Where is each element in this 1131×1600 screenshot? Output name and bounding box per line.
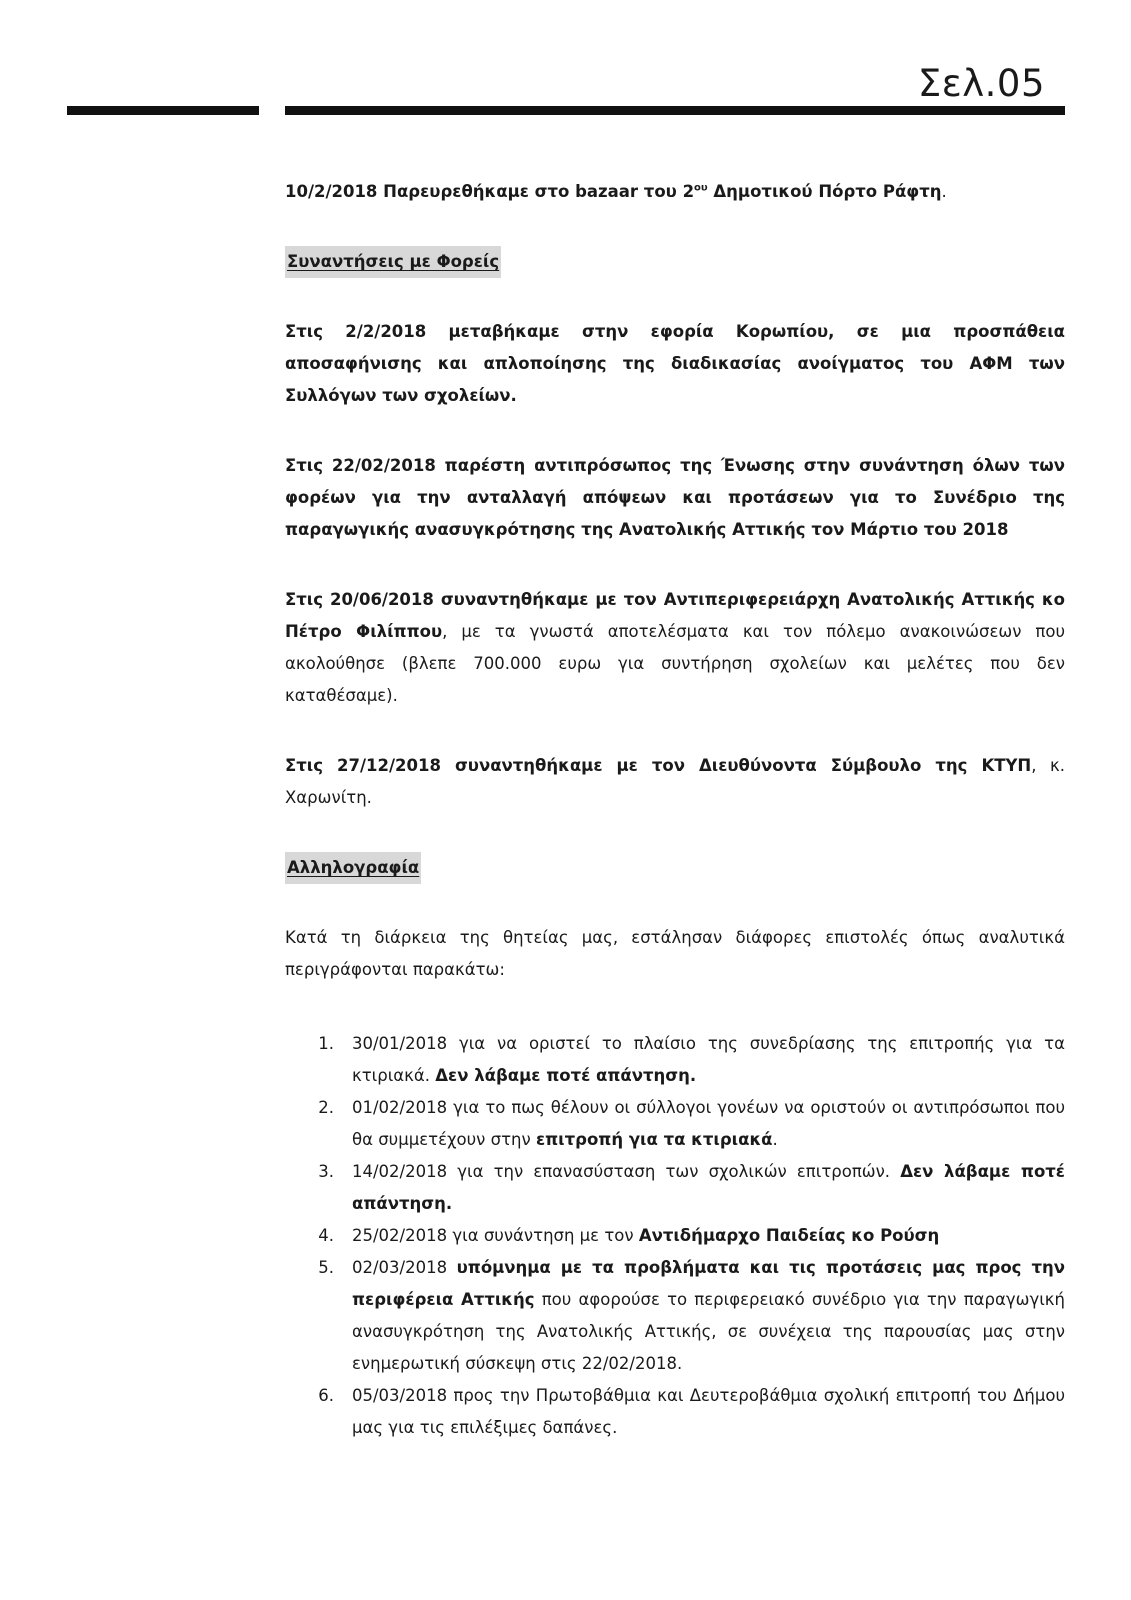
meeting-paragraph-3-rest: , με τα γνωστά αποτελέσματα και τον πόλεμο ανακοινώσεων που ακολούθησε (βλεπε 700.000 ευρω για συντήρηση σχολείων και μελέτες που δεν καταθέσαμε). [285, 622, 1066, 705]
page-number: Σελ.05 [917, 62, 1045, 105]
list-item [285, 1092, 1065, 1156]
header-rule-left [67, 106, 259, 115]
list-item-number: 2. [318, 1098, 334, 1117]
correspondence-list [285, 1028, 1065, 1444]
list-item-number: 4. [318, 1226, 334, 1245]
list-item-text: 01/02/2018 για το πως θέλουν οι σύλλογοι γονέων να οριστούν οι αντιπρόσωποι που θα συμμετέχουν στην επιτροπή για τα κτιριακά. [352, 1098, 1065, 1149]
meeting-paragraph-4-bold: Στις 27/12/2018 συναντηθήκαμε με τον Διευθύνοντα Σύμβουλο της ΚΤΥΠ [285, 756, 1032, 775]
meeting-paragraph-3-bold: Στις 20/06/2018 συναντηθήκαμε με τον Αντιπεριφερειάρχη Ανατολικής Αττικής κο Πέτρο Φιλίππου [285, 590, 1065, 641]
meeting-paragraph-1: Στις 2/2/2018 μεταβήκαμε στην εφορία Κορωπίου, σε μια προσπάθεια αποσαφήνισης και απλοποίησης της διαδικασίας ανοίγματος του ΑΦΜ των Συλλόγων των σχολείων. [285, 322, 1065, 405]
document-body [285, 176, 1065, 1444]
list-item-text: 14/02/2018 για την επανασύσταση των σχολικών επιτροπών. Δεν λάβαμε ποτέ απάντηση. [352, 1162, 1065, 1213]
list-item-text: 05/03/2018 προς την Πρωτοβάθμια και Δευτεροβάθμια σχολική επιτροπή του Δήμου μας για τις επιλέξιμες δαπάνες. [352, 1386, 1065, 1437]
list-item [285, 1028, 1065, 1092]
list-item [285, 1252, 1065, 1380]
correspondence-intro: Κατά τη διάρκεια της θητείας μας, εστάλησαν διάφορες επιστολές όπως αναλυτικά περιγράφονται παρακάτω: [285, 928, 1065, 979]
correspondence-heading: Αλληλογραφία [285, 852, 421, 884]
bazaar-date-text: 10/2/2018 Παρευρεθήκαμε στο bazaar του 2 [285, 182, 695, 201]
meeting-paragraph-3 [285, 584, 1065, 712]
list-item-number: 1. [318, 1034, 334, 1053]
list-item [285, 1220, 1065, 1252]
list-item-text: 25/02/2018 για συνάντηση με τον Αντιδήμαρχο Παιδείας κο Ρούση [352, 1226, 940, 1245]
meeting-paragraph-4-rest: , κ. Χαρωνίτη. [285, 756, 1065, 807]
correspondence-heading-row [285, 852, 1065, 884]
list-item [285, 1380, 1065, 1444]
list-item-number: 5. [318, 1258, 334, 1277]
list-item-number: 3. [318, 1162, 334, 1181]
bazaar-superscript: ου [694, 182, 708, 194]
list-item-number: 6. [318, 1386, 334, 1405]
meetings-heading-row [285, 246, 1065, 278]
meetings-heading: Συναντήσεις με Φορείς [285, 246, 501, 278]
bazaar-paragraph [285, 176, 1065, 208]
header-rule-right [285, 106, 1065, 115]
list-item [285, 1156, 1065, 1220]
list-item-text: 30/01/2018 για να οριστεί το πλαίσιο της συνεδρίασης της επιτροπής για τα κτιριακά. Δεν λάβαμε ποτέ απάντηση. [352, 1034, 1065, 1085]
bazaar-rest: Δημοτικού Πόρτο Ράφτη [707, 182, 942, 201]
meeting-paragraph-2: Στις 22/02/2018 παρέστη αντιπρόσωπος της Ένωσης στην συνάντηση όλων των φορέων για την ανταλλαγή απόψεων και προτάσεων για το Συνέδριο της παραγωγικής ανασυγκρότησης της Ανατολικής Αττικής τον Μάρτιο του 2018 [285, 456, 1065, 539]
bazaar-end: . [941, 182, 947, 201]
meeting-paragraph-4 [285, 750, 1065, 814]
list-item-text: 02/03/2018 υπόμνημα με τα προβλήματα και τις προτάσεις μας προς την περιφέρεια Αττικής που αφορούσε το περιφερειακό συνέδριο για την παραγωγική ανασυγκρότηση της Ανατολικής Αττικής, σε συνέχεια της παρουσίας μας στην ενημερωτική σύσκεψη στις 22/02/2018. [352, 1258, 1065, 1373]
